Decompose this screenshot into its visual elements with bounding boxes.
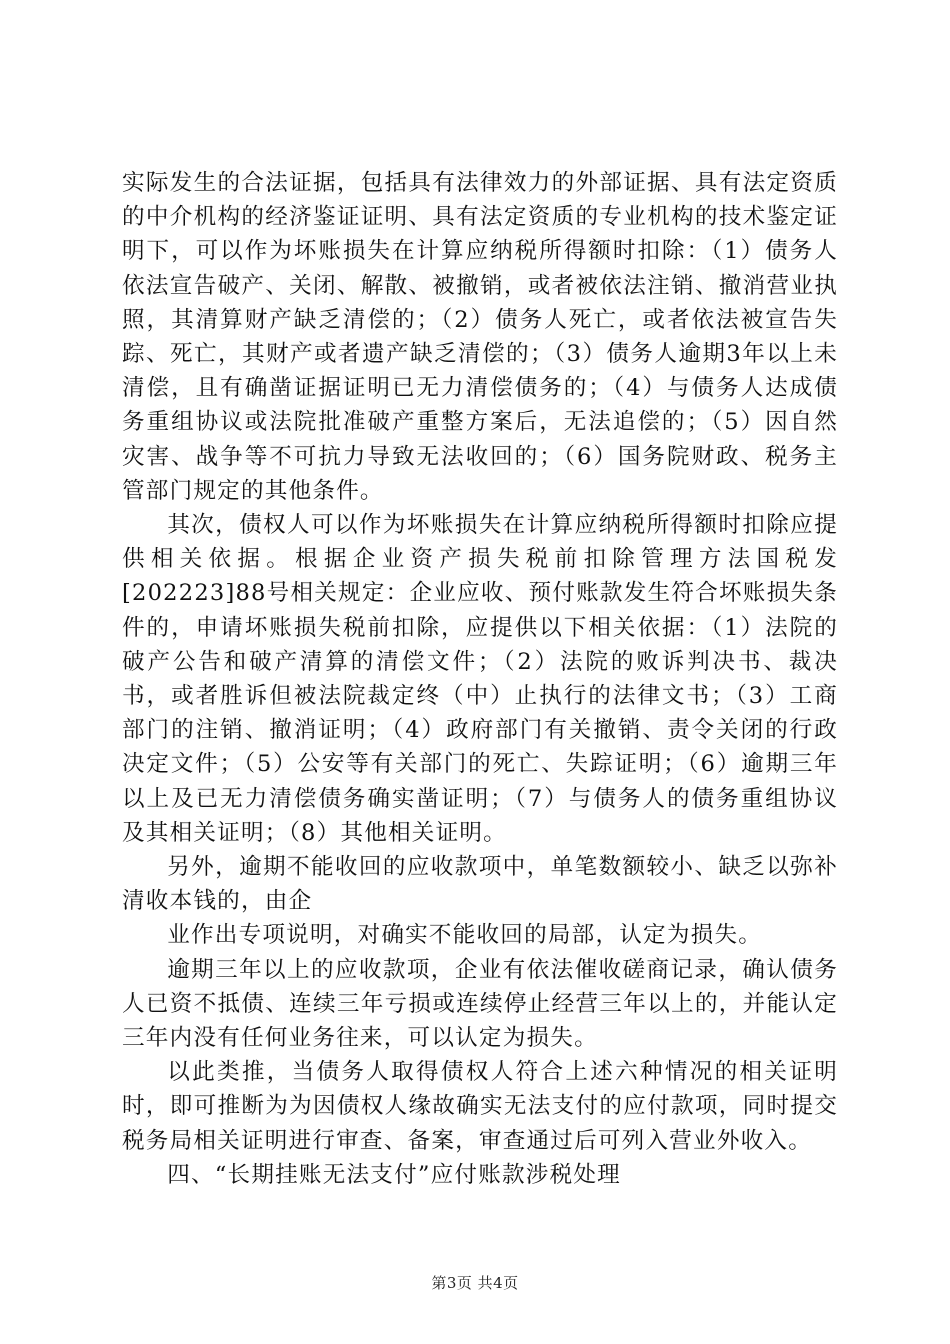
- paragraph-6: 以此类推，当债务人取得债权人符合上述六种情况的相关证明时，即可推断为为因债权人缘故确实无法支付的应付款项，同时提交税务局相关证明进行审查、备案，审查通过后可列入营业外收入。: [122, 1059, 838, 1154]
- page-number-footer: 第3页 共4页: [431, 1274, 519, 1292]
- paragraph-2: 其次，债权人可以作为坏账损失在计算应纳税所得额时扣除应提供相关依据。根据企业资产损失税前扣除管理方法国税发[202223]88号相关规定：企业应收、预付账款发生符合坏账损失条件的，申请坏账损失税前扣除，应提供以下相关依据：（1）法院的破产公告和破产清算的清偿文件；（2）法院的败诉判决书、裁决书，或者胜诉但被法院裁定终（中）止执行的法律文书；（3）工商部门的注销、撤消证明；（4）政府部门有关撤销、责令关闭的行政决定文件；（5）公安等有关部门的死亡、失踪证明；（6）逾期三年以上及已无力清偿债务确实凿证明；（7）与债务人的债务重组协议及其相关证明；（8）其他相关证明。: [122, 512, 838, 846]
- paragraph-4: 业作出专项说明，对确实不能收回的局部，认定为损失。: [167, 922, 763, 949]
- paragraph-1: 实际发生的合法证据，包括具有法律效力的外部证据、具有法定资质的中介机构的经济鉴证证明、具有法定资质的专业机构的技术鉴定证明下，可以作为坏账损失在计算应纳税所得额时扣除：（1）债务人依法宣告破产、关闭、解散、被撤销，或者被依法注销、撤消营业执照，其清算财产缺乏清偿的；（2）债务人死亡，或者依法被宣告失踪、死亡，其财产或者遗产缺乏清偿的；（3）债务人逾期3年以上未清偿，且有确凿证据证明已无力清偿债务的；（4）与债务人达成债务重组协议或法院批准破产重整方案后，无法追偿的；（5）因自然灾害、战争等不可抗力导致无法收回的；（6）国务院财政、税务主管部门规定的其他条件。: [122, 170, 838, 504]
- paragraph-5: 逾期三年以上的应收款项，企业有依法催收磋商记录，确认债务人已资不抵债、连续三年亏损或连续停止经营三年以上的，并能认定三年内没有任何业务往来，可以认定为损失。: [122, 956, 838, 1052]
- paragraph-3: 另外，逾期不能收回的应收款项中，单笔数额较小、缺乏以弥补清收本钱的，由企: [122, 854, 838, 915]
- document-body: [122, 166, 838, 1192]
- section-heading: 四、“长期挂账无法支付”应付账款涉税处理: [167, 1161, 621, 1188]
